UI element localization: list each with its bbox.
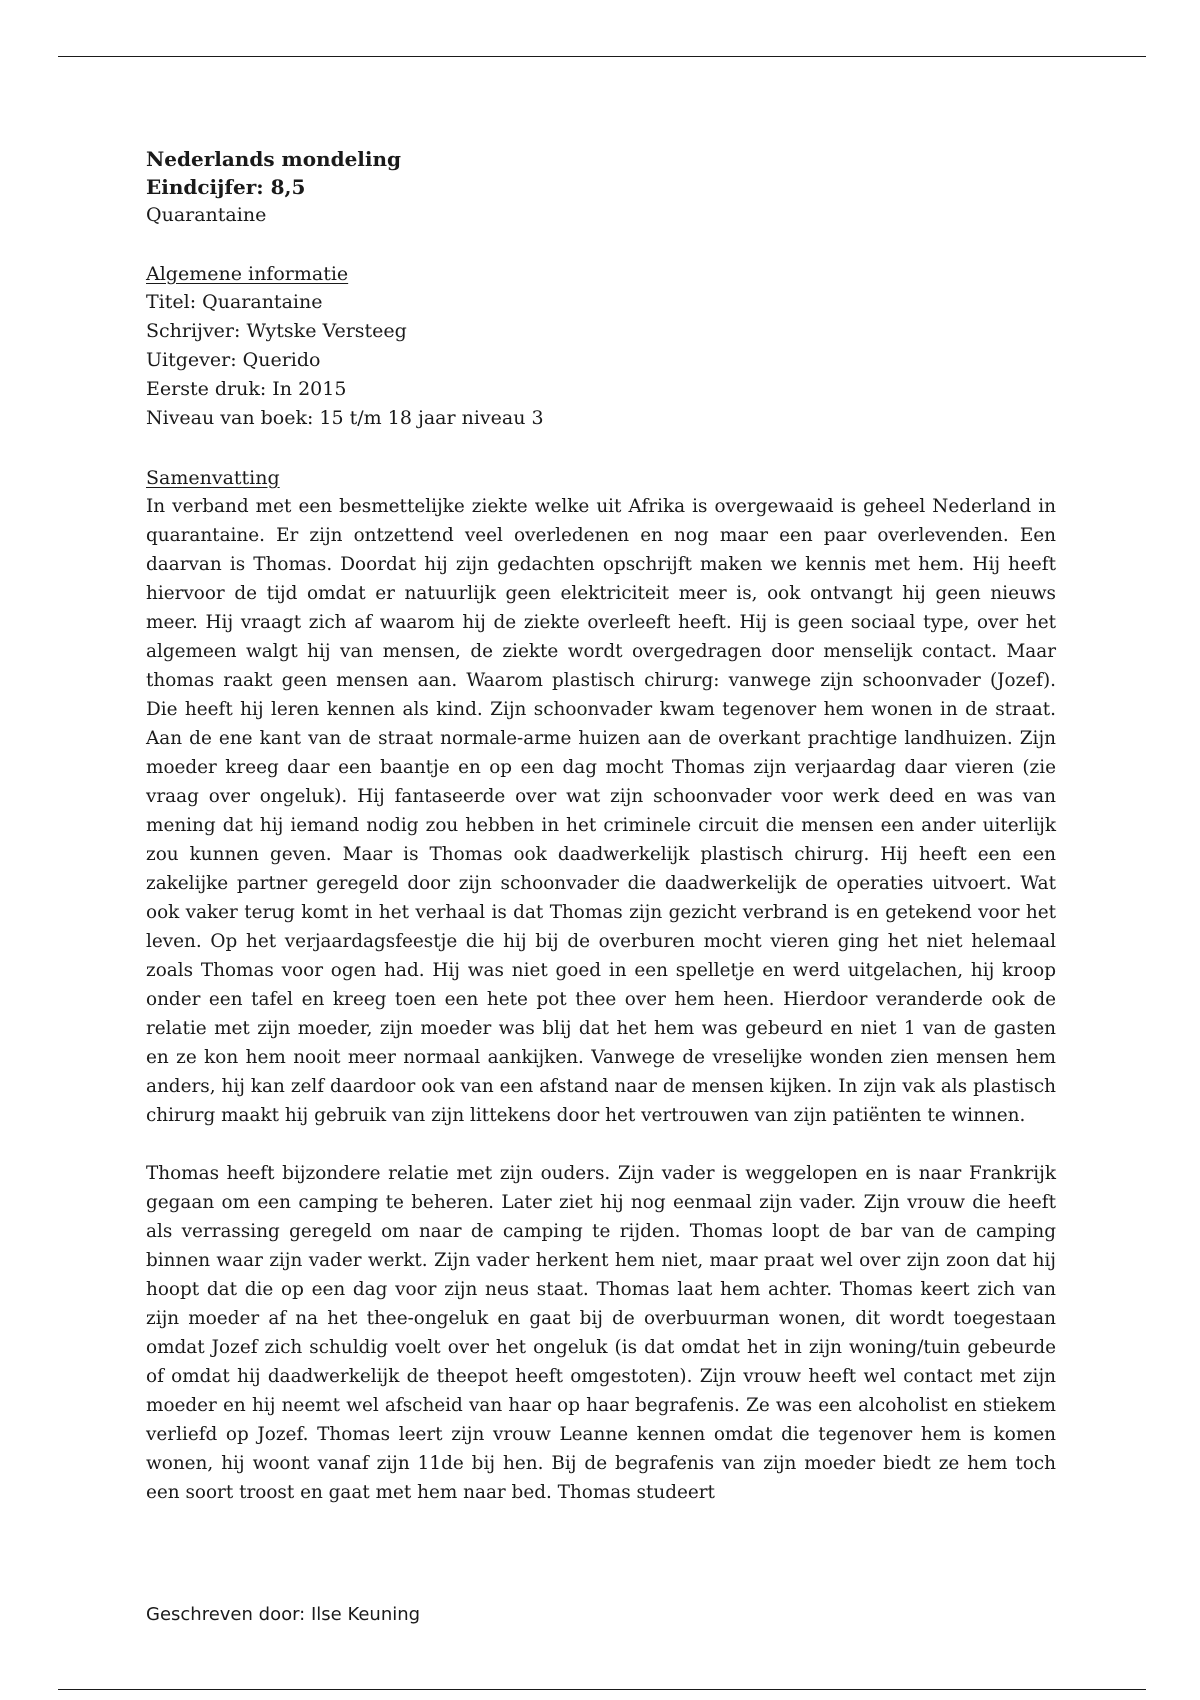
summary-heading: Samenvatting	[146, 467, 280, 489]
info-publisher: Uitgever: Querido	[146, 349, 321, 371]
document-title: Nederlands mondeling	[146, 147, 402, 171]
spacer	[146, 433, 1056, 464]
info-level: Niveau van boek: 15 t/m 18 jaar niveau 3	[146, 407, 544, 429]
bottom-rule	[58, 1689, 1146, 1690]
info-author: Schrijver: Wytske Versteeg	[146, 320, 407, 342]
summary-paragraph-2: Thomas heeft bijzondere relatie met zijn ouders. Zijn vader is weggelopen en is naar Frankrijk gegaan om een camping te beheren. Later ziet hij nog eenmaal zijn vader. Zijn vrouw die heeft als verrassing geregeld om naar de camping te rijden. Thomas loopt de bar van de camping binnen waar zijn vader werkt. Zijn vader herkent hem niet, maar praat wel over zijn zoon dat hij hoopt dat die op een dag voor zijn neus staat. Thomas laat hem achter. Thomas keert zich van zijn moeder af na het thee-ongeluk en gaat bij de overbuurman wonen, dit wordt toegestaan omdat Jozef zich schuldig voelt over het ongeluk (is dat omdat het in zijn woning/tuin gebeurde of omdat hij daadwerkelijk de theepot heeft omgestoten). Zijn vrouw heeft wel contact met zijn moeder en hij neemt wel afscheid van haar op haar begrafenis. Ze was een alcoholist en stiekem verliefd op Jozef. Thomas leert zijn vrouw Leanne kennen omdat die tegenover hem is komen wonen, hij woont vanaf zijn 11de bij hen. Bij de begrafenis van zijn moeder biedt ze hem toch een soort troost en gaat met hem naar bed. Thomas studeert	[146, 1163, 1056, 1503]
general-info-heading: Algemene informatie	[146, 263, 349, 285]
info-title: Titel: Quarantaine	[146, 291, 323, 313]
document-body	[146, 145, 1056, 1507]
footer-author: Geschreven door: Ilse Keuning	[146, 1604, 421, 1625]
book-name: Quarantaine	[146, 204, 267, 226]
top-rule	[58, 56, 1146, 57]
summary-paragraph-1: In verband met een besmettelijke ziekte welke uit Afrika is overgewaaid is geheel Nederland in quarantaine. Er zijn ontzettend veel overledenen en nog maar een paar overlevenden. Een daarvan is Thomas. Doordat hij zijn gedachten opschrijft maken we kennis met hem. Hij heeft hiervoor de tijd omdat er natuurlijk geen elektriciteit meer is, ook ontvangt hij geen nieuws meer. Hij vraagt zich af waarom hij de ziekte overleeft heeft. Hij is geen sociaal type, over het algemeen walgt hij van mensen, de ziekte wordt overgedragen door menselijk contact. Maar thomas raakt geen mensen aan. Waarom plastisch chirurg: vanwege zijn schoonvader (Jozef). Die heeft hij leren kennen als kind. Zijn schoonvader kwam tegenover hem wonen in de straat. Aan de ene kant van de straat normale-arme huizen aan de overkant prachtige landhuizen. Zijn moeder kreeg daar een baantje en op een dag mocht Thomas zijn verjaardag daar vieren (zie vraag over ongeluk). Hij fantaseerde over wat zijn schoonvader voor werk deed en was van mening dat hij iemand nodig zou hebben in het criminele circuit die mensen een ander uiterlijk zou kunnen geven. Maar is Thomas ook daadwerkelijk plastisch chirurg. Hij heeft een een zakelijke partner geregeld door zijn schoonvader die daadwerkelijk de operaties uitvoert. Wat ook vaker terug komt in het verhaal is dat Thomas zijn gezicht verbrand is en getekend voor het leven. Op het verjaardagsfeestje die hij bij de overburen mocht vieren ging het niet helemaal zoals Thomas voor ogen had. Hij was niet goed in een spelletje en werd uitgelachen, hij kroop onder een tafel en kreeg toen een hete pot thee over hem heen. Hierdoor veranderde ook de relatie met zijn moeder, zijn moeder was blij dat het hem was gebeurd en niet 1 van de gasten en ze kon hem nooit meer normaal aankijken. Vanwege de vreselijke wonden zien mensen hem anders, hij kan zelf daardoor ook van een afstand naar de mensen kijken. In zijn vak als plastisch chirurg maakt hij gebruik van zijn littekens door het vertrouwen van zijn patiënten te winnen.	[146, 496, 1056, 1126]
info-first-edition: Eerste druk: In 2015	[146, 378, 347, 400]
grade-line: Eindcijfer: 8,5	[146, 175, 306, 199]
spacer	[146, 229, 1056, 260]
paragraph-gap	[146, 1130, 1056, 1159]
